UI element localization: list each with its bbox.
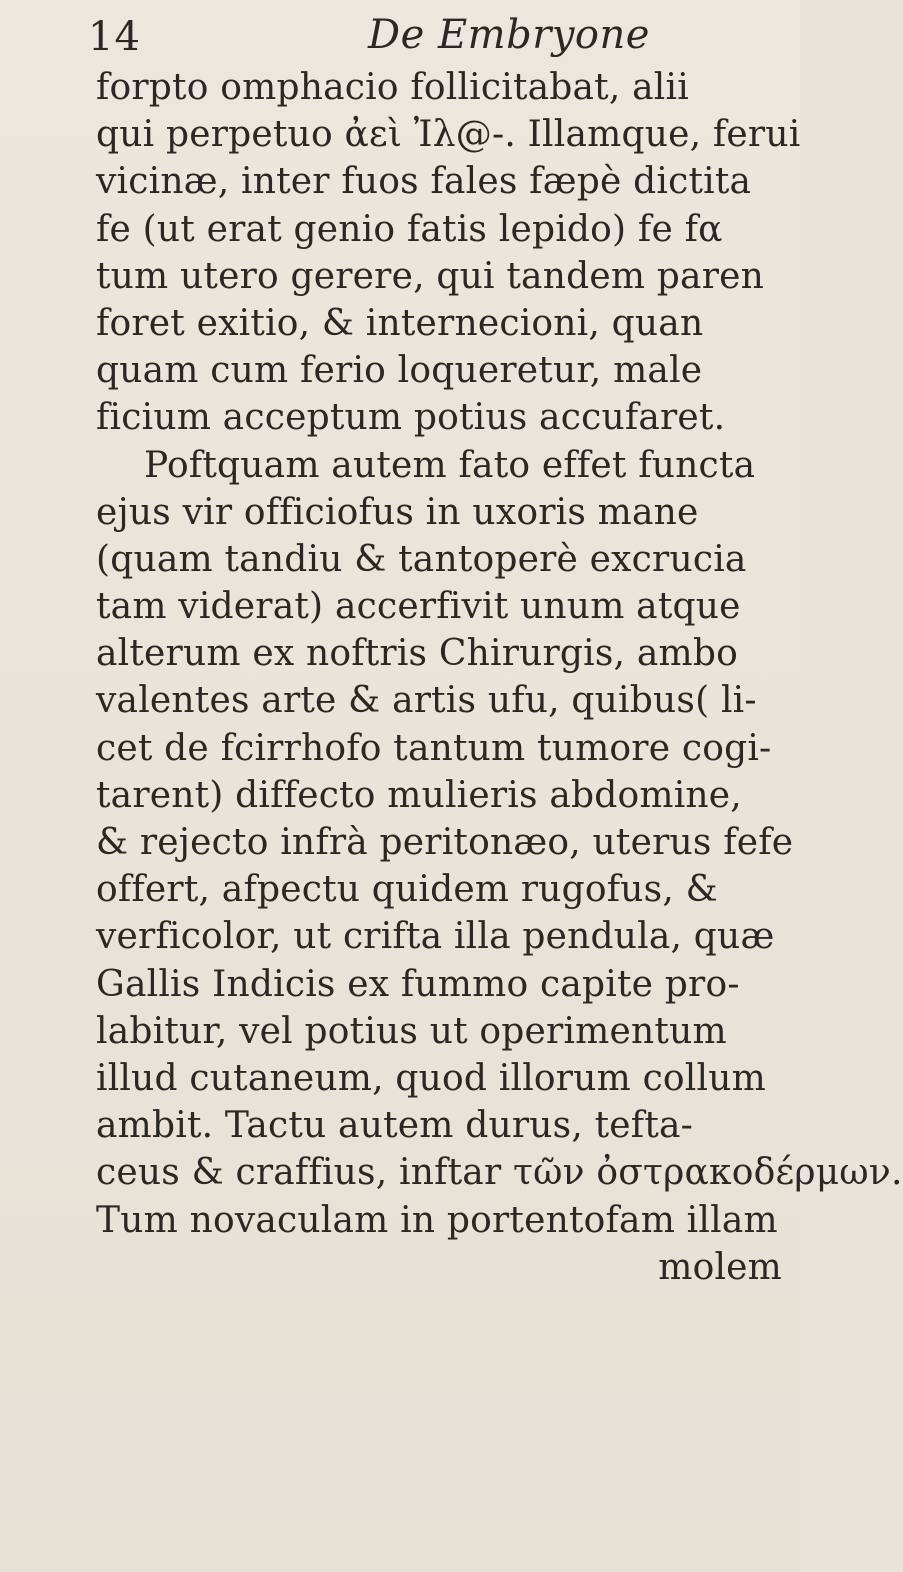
- text-line: (quam tandiu & tantoperè excrucia: [96, 538, 747, 580]
- text-line: vicinæ, inter fuos fales fæpè dictita: [96, 161, 752, 203]
- text-line: quam cum ferio loqueretur, male: [96, 350, 703, 392]
- text-line: cet de fcirrhofo tantum tumore cogi-: [96, 727, 772, 769]
- running-head: [0, 4, 800, 66]
- text-line: ambit. Tactu autem durus, tefta-: [96, 1105, 694, 1147]
- text-line: tarent) diffecto mulieris abdomine,: [96, 774, 742, 816]
- text-line: valentes arte & artis ufu, quibus( li-: [96, 680, 757, 722]
- text-line: tum utero gerere, qui tandem paren: [96, 255, 765, 297]
- text-line: alterum ex noftris Chirurgis, ambo: [96, 633, 738, 675]
- body-text: [96, 64, 903, 1291]
- text-line: fe (ut erat genio fatis lepido) fe fα: [96, 208, 723, 250]
- text-line: labitur, vel potius ut operimentum: [96, 1010, 727, 1052]
- text-line: Poftquam autem fato effet functa: [144, 444, 756, 486]
- catchword: molem: [658, 1246, 782, 1288]
- text-line: offert, afpectu quidem rugofus, &: [96, 869, 718, 911]
- text-line: ejus vir officiofus in uxoris mane: [96, 491, 699, 533]
- text-line: qui perpetuo ἀεὶ Ἰλ@-. Illamque, ferui: [96, 114, 801, 156]
- text-line: ceus & craffius, inftar τῶν ὀστρακοδέρμων.: [96, 1152, 903, 1194]
- text-line: tam viderat) accerfivit unum atque: [96, 586, 741, 628]
- text-line: ficium acceptum potius accufaret.: [96, 397, 726, 439]
- text-line: Tum novaculam in portentofam illam: [96, 1199, 778, 1241]
- text-line: illud cutaneum, quod illorum collum: [96, 1057, 766, 1099]
- text-line: forpto omphacio follicitabat, alii: [96, 67, 689, 108]
- text-line: foret exitio, & internecioni, quan: [96, 302, 704, 344]
- page-number: 14: [88, 14, 141, 60]
- text-line: verficolor, ut crifta illa pendula, quæ: [96, 916, 775, 958]
- text-line: & rejecto infrà peritonæo, uterus fefe: [96, 822, 794, 863]
- running-title: De Embryone: [368, 12, 650, 58]
- text-line: Gallis Indicis ex fummo capite pro-: [96, 963, 740, 1005]
